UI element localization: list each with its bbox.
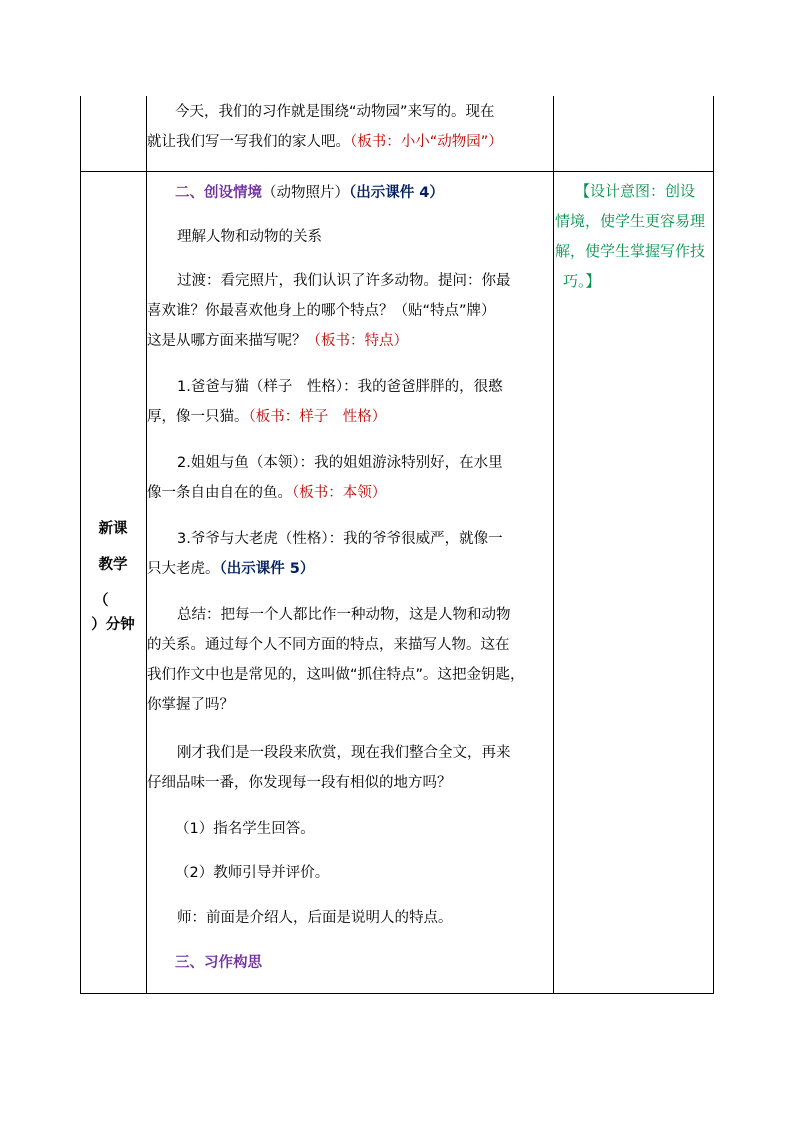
sub-heading: 理解人物和动物的关系 [177, 229, 322, 245]
intro-paragraph [147, 97, 553, 157]
section-title: 二、创设情境 [175, 185, 262, 201]
step-2: （2）教师引导并评价。 [175, 865, 330, 881]
intro-line-2: 就让我们写一写我们的家人吧。（板书：小小“动物园”） [147, 134, 503, 150]
side-label-l4: ）分钟 [91, 617, 135, 633]
courseware-note: （出示课件 4） [349, 185, 444, 201]
teacher-remark: 师：前面是介绍人，后面是说明人的特点。 [177, 910, 453, 926]
board-note: （板书：小小“动物园”） [350, 134, 503, 150]
design-intent-note: 【设计意图：创设 情境，使学生更容易理 解，使学生掌握写作技 巧。】 [555, 182, 706, 290]
section-3-heading: 三、习作构思 [175, 955, 262, 971]
table-row-divider [80, 171, 714, 172]
intro-line-1: 今天，我们的习作就是围绕“动物园”来写的。现在 [175, 104, 495, 120]
item-1: 1.爸爸与猫（样子 性格）：我的爸爸胖胖的，很憨 厚，像一只猫。（板书：样子 性格） [147, 379, 503, 425]
courseware-note: （出示课件 5） [219, 561, 315, 577]
board-note: （板书：本领） [292, 485, 387, 501]
transition-paragraph: 过渡：看完照片，我们认识了许多动物。提问：你最 喜欢谁？你最喜欢他身上的哪个特点？（贴“特点”牌） 这是从哪方面来描写呢？（板书：特点） [147, 273, 511, 349]
review-paragraph: 刚才我们是一段段来欣赏，现在我们整合全文，再来 仔细品味一番，你发现每一段有相似的地方吗？ [147, 745, 511, 791]
table-border-bottom [80, 993, 714, 994]
table-border-left [80, 96, 81, 994]
side-label-l2: 教学 [98, 557, 128, 573]
section-2-heading [147, 178, 553, 208]
item-2: 2.姐姐与鱼（本领）：我的姐姐游泳特别好，在水里 像一条自由自在的鱼。（板书：本领） [147, 455, 503, 501]
side-label-l3: （ [94, 593, 109, 609]
side-label-l1: 新课 [98, 521, 128, 537]
summary-paragraph: 总结：把每一个人都比作一种动物，这是人物和动物 的关系。通过每个人不同方面的特点，来描写人物。这在 我们作文中也是常见的，这叫做“抓住特点”。这把金钥匙， 你掌握了吗？ [147, 607, 525, 713]
table-border-col2 [553, 96, 554, 994]
step-1: （1）指名学生回答。 [175, 821, 315, 837]
board-note: （板书：样子 性格） [248, 409, 387, 425]
section-paren: （动物照片） [262, 185, 349, 201]
board-note: （板书：特点） [306, 333, 408, 349]
item-3: 3.爷爷与大老虎（性格）：我的爷爷很威严，就像一 只大老虎。（出示课件 5） [147, 531, 503, 577]
